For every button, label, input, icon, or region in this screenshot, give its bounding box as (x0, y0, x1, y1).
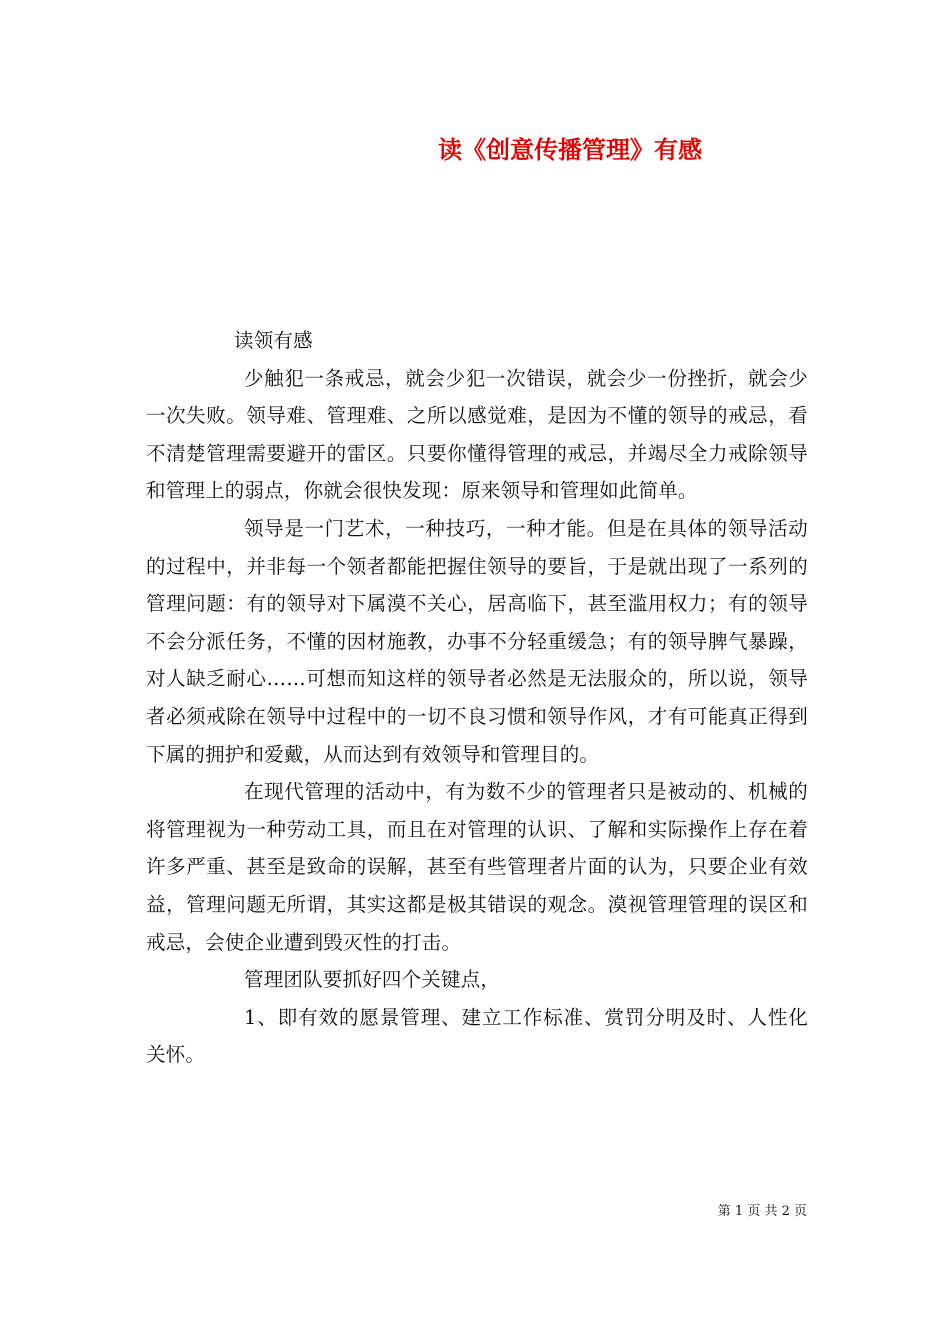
paragraph-2: 领导是一门艺术，一种技巧，一种才能。但是在具体的领导活动的过程中，并非每一个领者都能把握住领导的要旨，于是就出现了一系列的管理问题：有的领导对下属漠不关心，居高临下，甚至滥用权力；有的领导不会分派任务，不懂的因材施教，办事不分轻重缓急；有的领导脾气暴躁，对人缺乏耐心……可想而知这样的领导者必然是无法服众的，所以说，领导者必须戒除在领导中过程中的一切不良习惯和领导作风，才有可能真正得到下属的拥护和爱戴，从而达到有效领导和管理目的。 (146, 516, 808, 766)
paragraph-1: 少触犯一条戒忌，就会少犯一次错误，就会少一份挫折，就会少一次失败。领导难、管理难、之所以感觉难，是因为不懂的领导的戒忌，看不清楚管理需要避开的雷区。只要你懂得管理的戒忌，并竭尽全力戒除领导和管理上的弱点，你就会很快发现：原来领导和管理如此简单。 (146, 366, 808, 503)
paragraph-3: 在现代管理的活动中，有为数不少的管理者只是被动的、机械的将管理视为一种劳动工具，而且在对管理的认识、了解和实际操作上存在着许多严重、甚至是致命的误解，甚至有些管理者片面的认为，只要企业有效益，管理问题无所谓，其实这都是极其错误的观念。漠视管理管理的误区和戒忌，会使企业遭到毁灭性的打击。 (146, 780, 808, 954)
paragraph-4: 管理团队要抓好四个关键点， (244, 968, 501, 992)
document-body (146, 322, 808, 1074)
subheading: 读领有感 (234, 329, 313, 352)
paragraph-5: 1、即有效的愿景管理、建立工作标准、赏罚分明及时、人性化关怀。 (146, 1005, 808, 1067)
page-number-footer: 第 1 页 共 2 页 (717, 1204, 807, 1219)
document-title: 读《创意传播管理》有感 (438, 135, 702, 164)
